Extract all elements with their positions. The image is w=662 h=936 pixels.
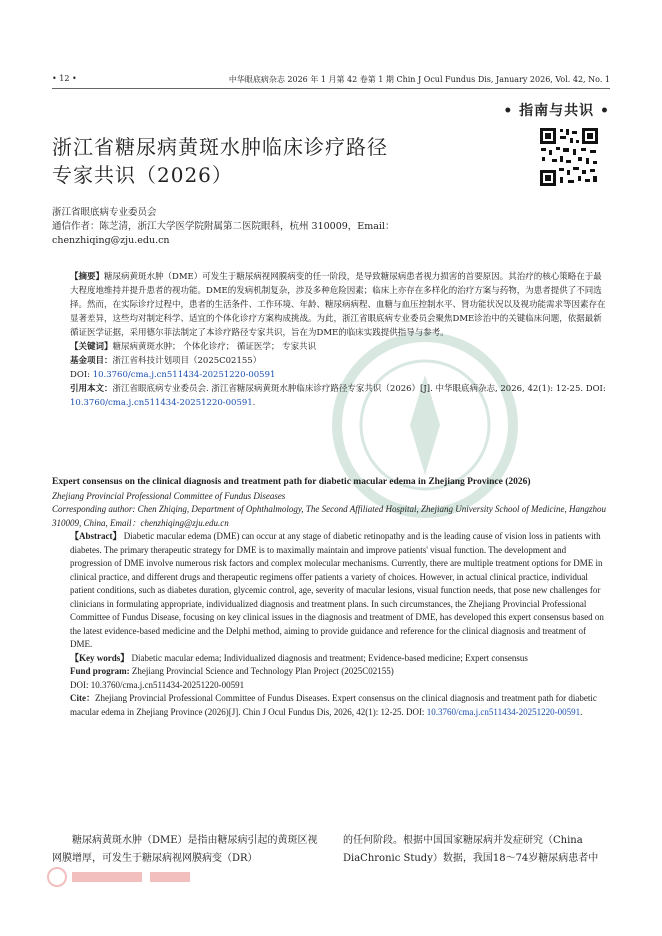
keywords-text: 糖尿病黄斑水肿； 个体化诊疗； 循证医学； 专家共识 [112, 342, 317, 352]
journal-info: 中华眼底病杂志 2026 年 1 月第 42 卷第 1 期 Chin J Ocul Fundus Dis, January 2026, Vol. 42, No. 1 [228, 75, 610, 84]
qr-code-icon [538, 126, 600, 188]
doi-link[interactable]: 10.3760/cma.j.cn511434-20251220-00591 [92, 370, 276, 380]
publisher-logo-icon [46, 866, 256, 888]
keywords-label: 【关键词】 [70, 342, 113, 352]
cite-doi-link[interactable]: 10.3760/cma.j.cn511434-20251220-00591 [70, 398, 253, 408]
cite-end: . [252, 398, 256, 408]
body-column-right [343, 832, 611, 868]
english-doi: DOI: 10.3760/cma.j.cn511434-20251220-00591 [70, 679, 245, 690]
english-fund-label: Fund program: [70, 666, 130, 676]
english-cite-end: . [580, 706, 583, 717]
abstract-text: 糖尿病黄斑水肿（DME）可发生于糖尿病视网膜病变的任一阶段，是导致糖尿病患者视力损害的首要原因。其治疗的核心策略在于最大程度地维持并提升患者的视功能。DME的发病机制复杂，涉及多种危险因素；临床上亦存在多样化的治疗方案与药物，为患者提供了不同选择。然而，在实际诊疗过程中，患者的生活条件、工作环境、年龄、糖尿病病程、血糖与血压控制水平、肾功能状况以及视功能需求等因素存在显著差异，这些均对制定科学、适宜的个体化诊疗方案构成挑战。为此，浙江省眼底病专业委员会聚焦DME诊治中的关键临床问题，依据最新循证医学证据，采用德尔菲法制定了本诊疗路径专家共识，旨在为DME的临床实践提供指导与参考。 [70, 272, 606, 338]
english-abstract [52, 476, 607, 719]
author-email: chenzhiqing@zju.edu.cn [52, 235, 170, 246]
header-rule [52, 88, 610, 89]
author-block [52, 206, 592, 248]
doi-label: DOI: [70, 370, 93, 380]
body-column-left [52, 832, 320, 868]
english-corresponding: Corresponding author: Chen Zhiqing, Department of Ophthalmology, The Second Affiliated Hospital, Zhejiang University School of Medicine, Hangzhou 310009, China, Email：chenzhiqing@zju.edu.cn [52, 504, 606, 528]
english-keywords-label: 【Key words】 [70, 652, 130, 663]
cite-text: 浙江省眼底病专业委员会. 浙江省糖尿病黄斑水肿临床诊疗路径专家共识（2026）[J]. 中华眼底病杂志, 2026, 42(1): 12-25. DOI: [112, 384, 606, 394]
body-right-text: 的任何阶段。根据中国国家糖尿病并发症研究（China DiaChronic Study）数据，我国18～74岁糖尿病患者中 [343, 835, 599, 864]
title-line-1: 浙江省糖尿病黄斑水肿临床诊疗路径 [52, 135, 388, 159]
cite-label: 引用本文： [70, 384, 113, 394]
english-fund-text: Zhejiang Provincial Science and Technology Plan Project (2025C02155) [131, 666, 394, 676]
article-title [52, 133, 522, 189]
english-title: Expert consensus on the clinical diagnosis and treatment path for diabetic macular edema in Zhejiang Province (2026) [52, 477, 531, 487]
abstract-label: 【摘要】 [70, 272, 105, 282]
english-abstract-label: 【Abstract】 [70, 531, 122, 541]
body-left-text: 糖尿病黄斑水肿（DME）是指由糖尿病引起的黄斑区视网膜增厚，可发生于糖尿病视网膜病变（DR） [52, 835, 318, 864]
english-cite-doi-link[interactable]: 10.3760/cma.j.cn511434-20251220-00591 [426, 706, 581, 717]
fund-text: 浙江省科技计划项目（2025C02155） [112, 356, 262, 366]
chinese-abstract [52, 270, 607, 410]
english-keywords-text: Diabetic macular edema; Individualized diagnosis and treatment; Evidence-based medicine; Expert consensus [131, 652, 528, 663]
page-number: • 12 • [52, 74, 77, 83]
english-abstract-text: Diabetic macular edema (DME) can occur at any stage of diabetic retinopathy and is the leading cause of vision loss in patients with diabetes. The primary therapeutic strategy for DME is to maximally maintain and improve patients' visual function. The development and progression of DME involve numerous risk factors and complex molecular mechanisms. Currently, there are multiple treatment options for DME in clinical practice, and different drugs and therapeutic regimens offer patients a variety of choices. However, in actual clinical practice, individual patient conditions, such as diabetes duration, glycemic control, age, severity of macular lesions, visual function needs, that pose new challenges for clinicians in formulating appropriate, individualized diagnosis and treatment plans. In such circumstances, the Zhejiang Provincial Professional Committee of Fundus Disease, focusing on key clinical issues in the diagnosis and treatment of DME, has developed this expert consensus based on the latest evidence-based medicine and the Delphi method, aiming to provide guidance and reference for the clinical diagnosis and treatment of DME. [70, 531, 604, 649]
corresponding-author: 通信作者：陈芝清，浙江大学医学院附属第二医院眼科，杭州 310009，Email： [52, 221, 395, 232]
running-header [52, 74, 610, 85]
fund-label: 基金项目： [70, 356, 113, 366]
section-tag: • 指南与共识 • [503, 103, 610, 119]
title-line-2: 专家共识（2026） [52, 163, 233, 187]
english-cite-text: Zhejiang Provincial Professional Committee of Fundus Diseases. Expert consensus on the clinical diagnosis and treatment path for diabetic macular edema in Zhejiang Province (2026)[J]. Chin J Ocul Fundus Dis, 2026, 42(1): 12-25. DOI: [70, 693, 597, 717]
author-org: 浙江省眼底病专业委员会 [52, 207, 157, 218]
english-cite-label: Cite： [70, 693, 95, 703]
english-org: Zhejiang Provincial Professional Committee of Fundus Diseases [52, 490, 286, 501]
